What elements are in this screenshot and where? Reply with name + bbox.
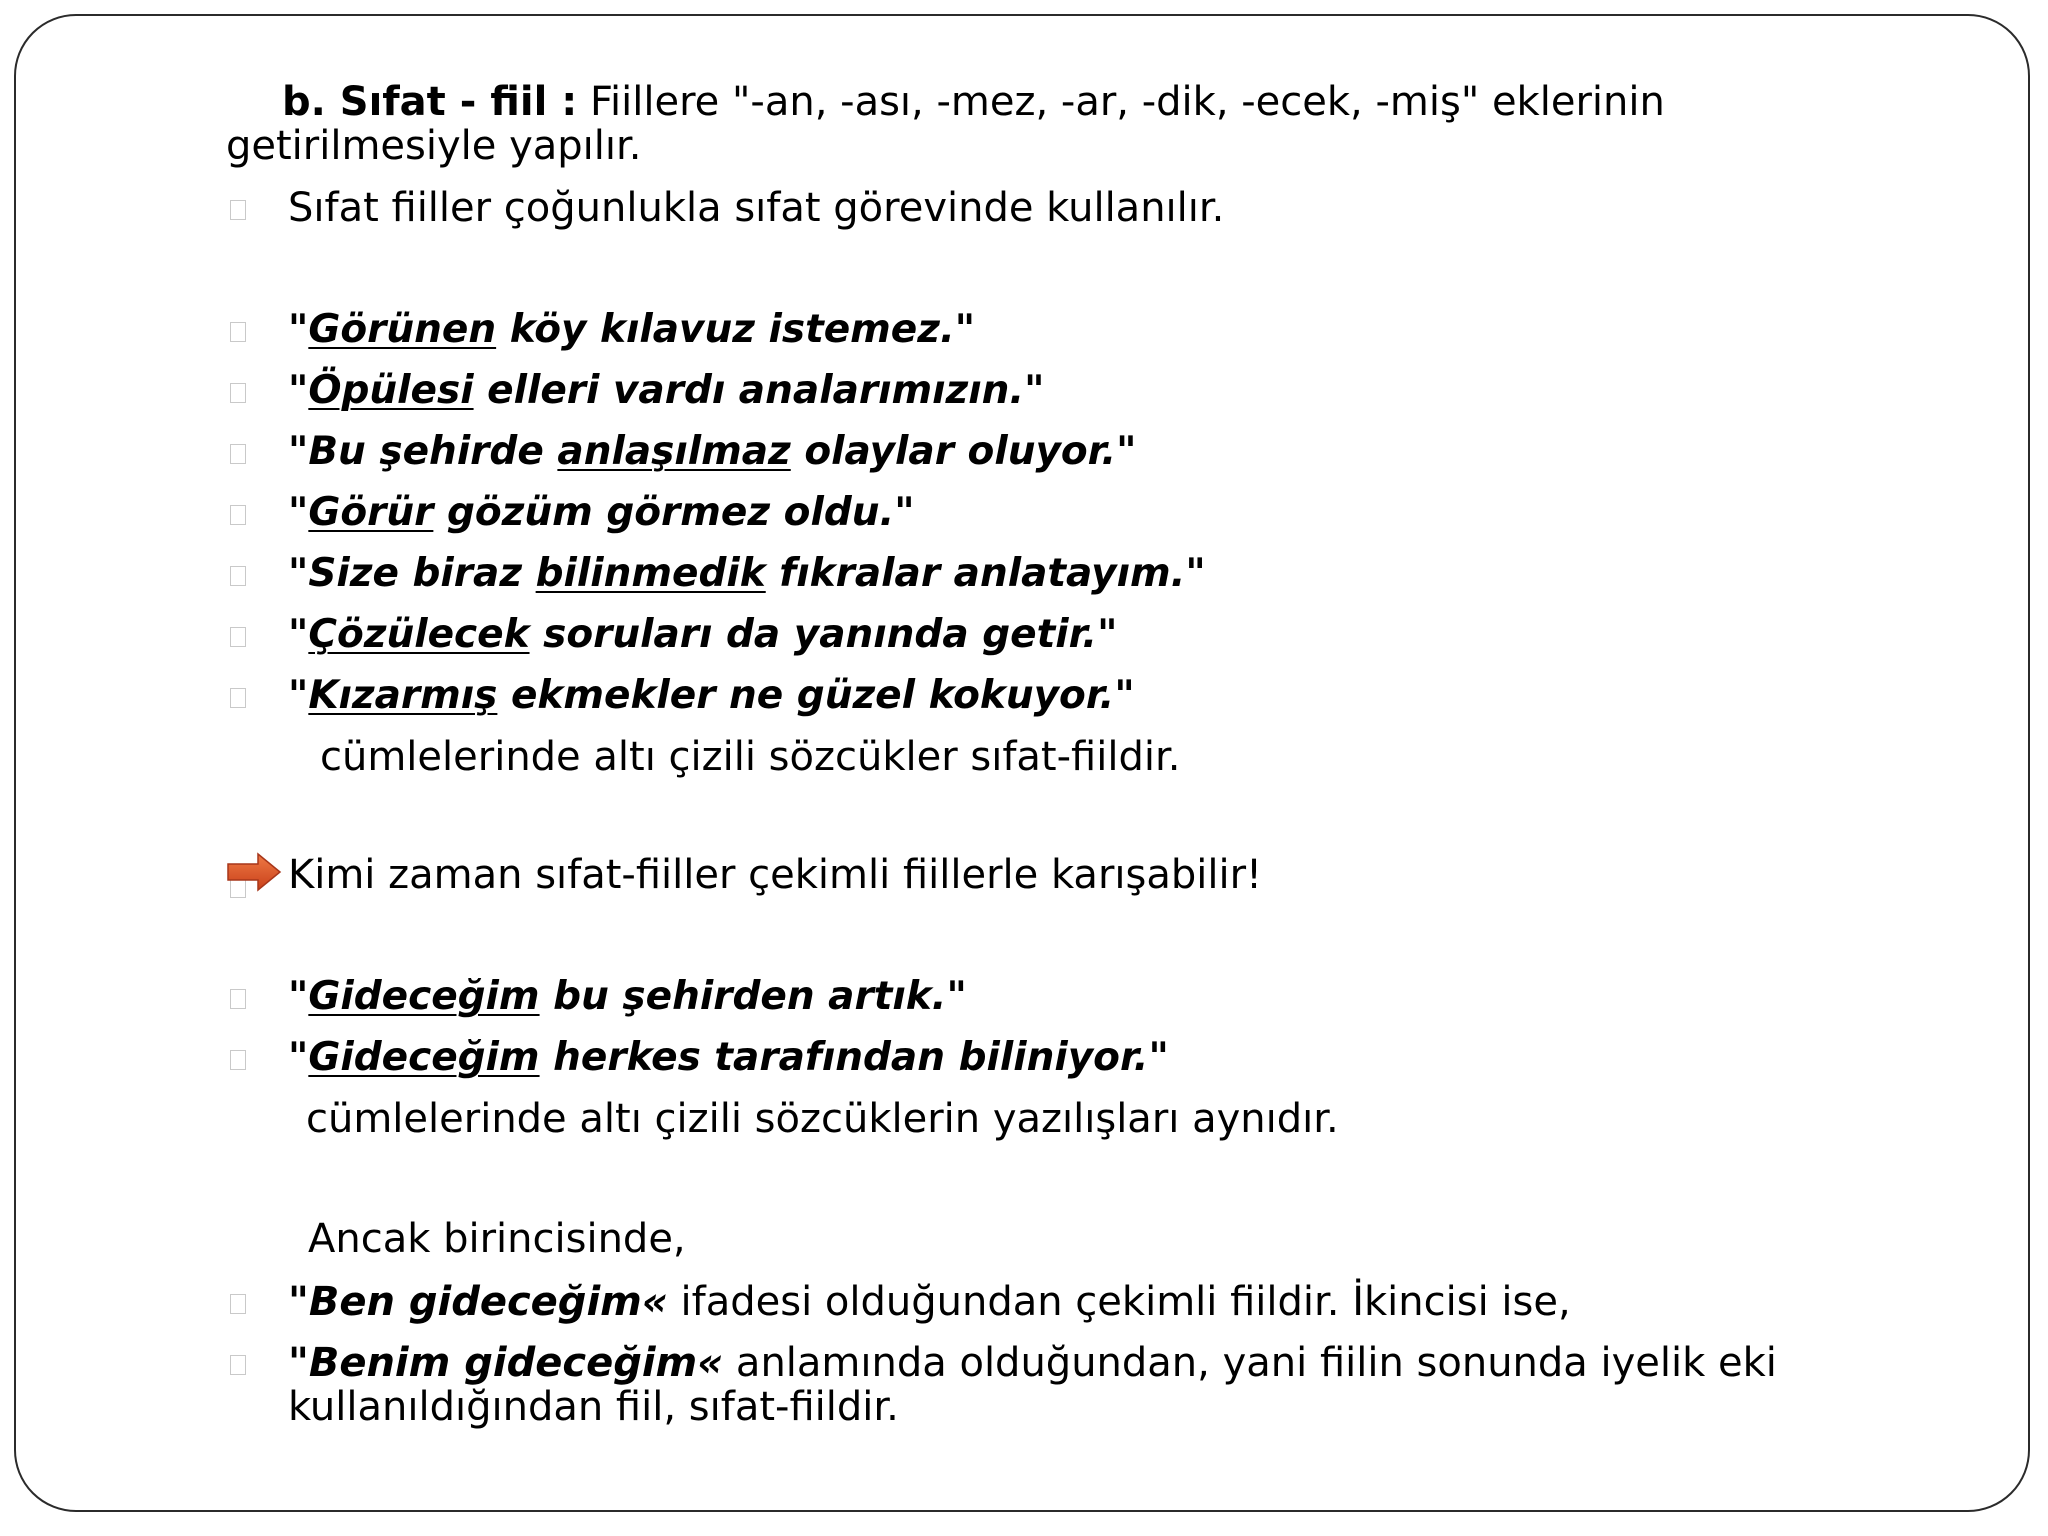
example2-2: "Gideceğim herkes tarafından biliniyor."	[288, 1035, 1169, 1080]
examples-note: cümlelerinde altı çizili sözcükler sıfat-fiildir.	[320, 734, 1181, 780]
explanation-1: "Ben gideceğim« ifadesi olduğundan çekimli fiildir. İkincisi ise,	[288, 1279, 1571, 1325]
warning-text: Kimi zaman sıfat-fiiller çekimli fiillerle karışabilir!	[288, 852, 1263, 898]
intro-text: Sıfat fiiller çoğunlukla sıfat görevinde kullanılır.	[288, 185, 1225, 231]
bullet-icon	[230, 322, 246, 342]
bullet-icon	[230, 566, 246, 586]
bullet-icon	[230, 200, 246, 220]
example-4: "Görür gözüm görmez oldu."	[288, 490, 915, 535]
highlighted-word: Görünen	[308, 307, 497, 352]
example-2: "Öpülesi elleri vardı analarımızın."	[288, 368, 1045, 413]
however-text: Ancak birincisinde,	[308, 1216, 686, 1262]
bullet-icon	[230, 444, 246, 464]
explanation-2-line-2: kullanıldığından fiil, sıfat-fiildir.	[288, 1384, 899, 1430]
highlighted-word: anlaşılmaz	[557, 429, 791, 474]
bullet-icon	[230, 1355, 246, 1375]
bullet-icon	[230, 627, 246, 647]
bullet-icon	[230, 505, 246, 525]
bullet-icon	[230, 1050, 246, 1070]
highlighted-word: Çözülecek	[308, 612, 530, 657]
heading-text: Fiillere "-an, -ası, -mez, -ar, -dik, -ecek, -miş" eklerinin	[589, 79, 1665, 125]
heading-line-1	[282, 79, 1665, 125]
highlighted-word: Görür	[308, 490, 434, 535]
bullet-icon	[230, 383, 246, 403]
example-5: "Size biraz bilinmedik fıkralar anlatayım."	[288, 551, 1206, 596]
highlighted-word: bilinmedik	[535, 551, 766, 596]
explanation-2: "Benim gideceğim« anlamında olduğundan, yani fiilin sonunda iyelik eki	[288, 1340, 1777, 1386]
example-7: "Kızarmış ekmekler ne güzel kokuyor."	[288, 673, 1135, 718]
example-1: "Görünen köy kılavuz istemez."	[288, 307, 976, 352]
bullet-icon	[230, 688, 246, 708]
highlighted-word: Gideceğim	[308, 1035, 540, 1080]
heading-label: b. Sıfat - fiil :	[282, 79, 578, 125]
bullet-icon	[230, 1294, 246, 1314]
examples2-note: cümlelerinde altı çizili sözcüklerin yazılışları aynıdır.	[306, 1096, 1339, 1142]
example-3: "Bu şehirde anlaşılmaz olaylar oluyor."	[288, 429, 1137, 474]
bullet-icon	[230, 989, 246, 1009]
example2-1: "Gideceğim bu şehirden artık."	[288, 974, 967, 1019]
heading-line-2: getirilmesiyle yapılır.	[226, 123, 642, 169]
arrow-right-icon	[226, 852, 282, 892]
highlighted-word: Kızarmış	[308, 673, 498, 718]
example-6: "Çözülecek soruları da yanında getir."	[288, 612, 1118, 657]
highlighted-word: Gideceğim	[308, 974, 540, 1019]
highlighted-word: Öpülesi	[308, 368, 474, 413]
